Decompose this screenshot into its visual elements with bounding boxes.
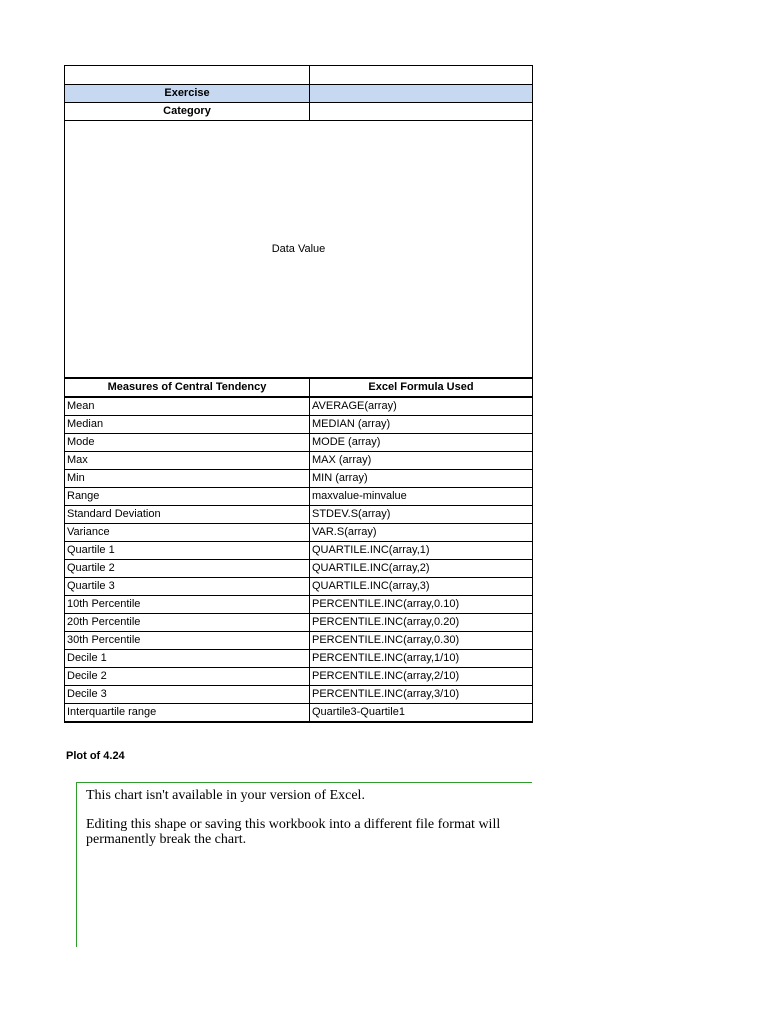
table-row xyxy=(65,434,533,452)
table-row xyxy=(65,560,533,578)
table-row xyxy=(65,488,533,506)
formula-cell[interactable]: Quartile3-Quartile1 xyxy=(310,704,533,723)
chart-placeholder[interactable] xyxy=(76,782,532,947)
formula-cell[interactable]: VAR.S(array) xyxy=(310,524,533,542)
table-row xyxy=(65,506,533,524)
chart-warning-message: Editing this shape or saving this workbook into a different file format will permanently break the chart. xyxy=(86,817,501,847)
table-row xyxy=(65,470,533,488)
plot-title: Plot of 4.24 xyxy=(66,750,125,762)
formula-cell[interactable]: AVERAGE(array) xyxy=(310,397,533,416)
formula-cell[interactable]: PERCENTILE.INC(array,0.30) xyxy=(310,632,533,650)
exercise-label[interactable]: Exercise xyxy=(65,85,310,103)
measures-header-row xyxy=(65,378,533,397)
measure-cell[interactable]: Decile 1 xyxy=(65,650,310,668)
formula-cell[interactable]: MODE (array) xyxy=(310,434,533,452)
measure-cell[interactable]: Min xyxy=(65,470,310,488)
measure-cell[interactable]: 20th Percentile xyxy=(65,614,310,632)
measure-cell[interactable]: Standard Deviation xyxy=(65,506,310,524)
measure-cell[interactable]: Quartile 3 xyxy=(65,578,310,596)
formula-cell[interactable]: QUARTILE.INC(array,3) xyxy=(310,578,533,596)
formula-cell[interactable]: MAX (array) xyxy=(310,452,533,470)
measure-cell[interactable]: Median xyxy=(65,416,310,434)
measure-cell[interactable]: Range xyxy=(65,488,310,506)
table-row xyxy=(65,524,533,542)
exercise-table xyxy=(64,65,533,723)
formula-cell[interactable]: PERCENTILE.INC(array,0.20) xyxy=(310,614,533,632)
formula-cell[interactable]: QUARTILE.INC(array,1) xyxy=(310,542,533,560)
data-value-row xyxy=(65,121,533,379)
table-row xyxy=(65,704,533,723)
data-value-cell[interactable]: Data Value xyxy=(65,121,533,379)
measure-cell[interactable]: Decile 2 xyxy=(65,668,310,686)
table-row xyxy=(65,397,533,416)
blank-cell[interactable] xyxy=(310,66,533,85)
blank-cell[interactable] xyxy=(65,66,310,85)
measure-cell[interactable]: Decile 3 xyxy=(65,686,310,704)
measure-cell[interactable]: Quartile 2 xyxy=(65,560,310,578)
formula-cell[interactable]: maxvalue-minvalue xyxy=(310,488,533,506)
formula-cell[interactable]: MEDIAN (array) xyxy=(310,416,533,434)
formula-cell[interactable]: PERCENTILE.INC(array,1/10) xyxy=(310,650,533,668)
table-row xyxy=(65,452,533,470)
table-row xyxy=(65,668,533,686)
table-row xyxy=(65,614,533,632)
blank-header-row xyxy=(65,66,533,85)
table-row xyxy=(65,578,533,596)
category-value-cell[interactable] xyxy=(310,103,533,121)
measure-cell[interactable]: Interquartile range xyxy=(65,704,310,723)
exercise-value-cell[interactable] xyxy=(310,85,533,103)
chart-unavailable-message: This chart isn't available in your version of Excel. xyxy=(86,788,365,803)
table-row xyxy=(65,650,533,668)
measure-cell[interactable]: Variance xyxy=(65,524,310,542)
table-row xyxy=(65,542,533,560)
formula-cell[interactable]: PERCENTILE.INC(array,0.10) xyxy=(310,596,533,614)
measure-cell[interactable]: 30th Percentile xyxy=(65,632,310,650)
formula-column-header[interactable]: Excel Formula Used xyxy=(310,378,533,397)
formula-cell[interactable]: QUARTILE.INC(array,2) xyxy=(310,560,533,578)
table-row xyxy=(65,686,533,704)
table-row xyxy=(65,632,533,650)
category-label[interactable]: Category xyxy=(65,103,310,121)
formula-cell[interactable]: STDEV.S(array) xyxy=(310,506,533,524)
exercise-row xyxy=(65,85,533,103)
measure-cell[interactable]: Max xyxy=(65,452,310,470)
measure-cell[interactable]: Mode xyxy=(65,434,310,452)
table-row xyxy=(65,596,533,614)
table-row xyxy=(65,416,533,434)
category-row xyxy=(65,103,533,121)
measures-column-header[interactable]: Measures of Central Tendency xyxy=(65,378,310,397)
formula-cell[interactable]: PERCENTILE.INC(array,2/10) xyxy=(310,668,533,686)
measure-cell[interactable]: Quartile 1 xyxy=(65,542,310,560)
formula-cell[interactable]: MIN (array) xyxy=(310,470,533,488)
measure-cell[interactable]: Mean xyxy=(65,397,310,416)
measure-cell[interactable]: 10th Percentile xyxy=(65,596,310,614)
formula-cell[interactable]: PERCENTILE.INC(array,3/10) xyxy=(310,686,533,704)
